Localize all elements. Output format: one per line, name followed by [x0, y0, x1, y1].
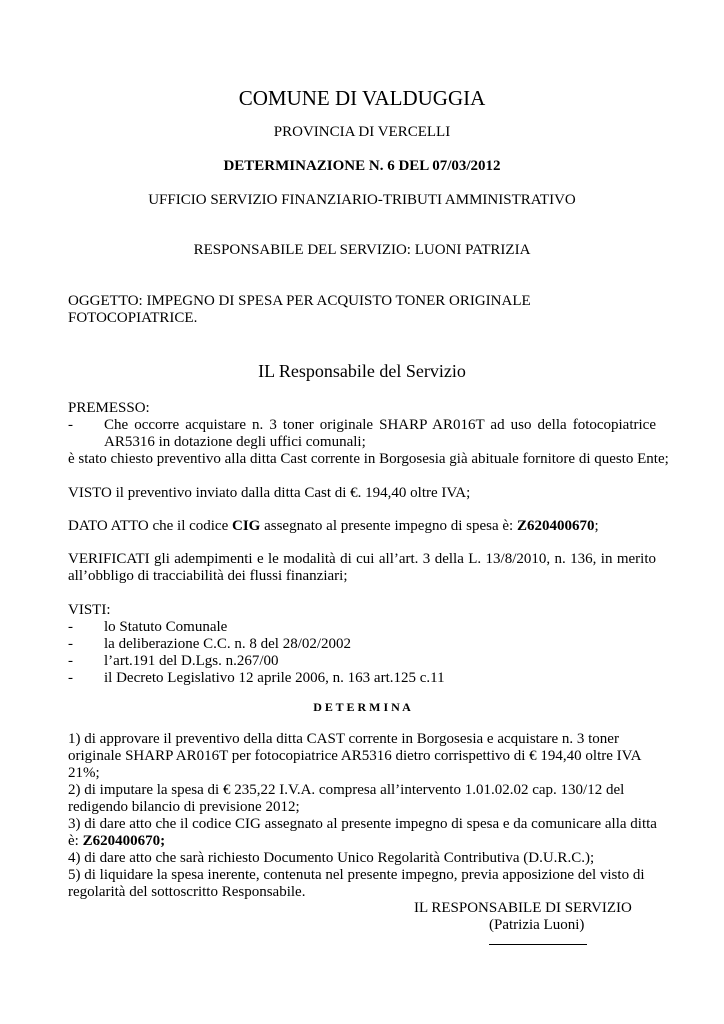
point-1-line-2: originale SHARP AR016T per fotocopiatrice AR5316 dietro corrispettivo di € 194,40 oltre IVA — [68, 748, 642, 764]
dato-atto-pre: DATO ATTO che il codice — [68, 518, 232, 534]
ufficio-line: UFFICIO SERVIZIO FINANZIARIO-TRIBUTI AMMINISTRATIVO — [148, 192, 576, 208]
visti-item: la deliberazione C.C. n. 8 del 28/02/2002 — [104, 636, 352, 652]
signature-title: IL RESPONSABILE DI SERVIZIO — [414, 900, 632, 916]
premesso-dash: - — [68, 417, 73, 433]
point-2-line-1: 2) di imputare la spesa di € 235,22 I.V.A. compresa all’intervento 1.01.02.02 cap. 130/12 del — [68, 782, 625, 798]
signature-line — [489, 944, 587, 945]
point-1-line-3: 21%; — [68, 765, 100, 781]
point-5-line-2: regolarità del sottoscritto Responsabile. — [68, 884, 306, 900]
verificati-line-2: all’obbligo di tracciabilità dei flussi finanziari; — [68, 568, 348, 584]
comune-title: COMUNE DI VALDUGGIA — [238, 86, 486, 110]
visti-label: VISTI: — [68, 602, 111, 618]
section-title: IL Responsabile del Servizio — [258, 361, 466, 381]
visti-item: l’art.191 del D.Lgs. n.267/00 — [104, 653, 279, 669]
visti-dash: - — [68, 619, 73, 635]
premesso-item-line-1: Che occorre acquistare n. 3 toner originale SHARP AR016T ad uso della fotocopiatrice — [104, 417, 656, 433]
provincia-line: PROVINCIA DI VERCELLI — [273, 124, 451, 140]
point-3-pre: è: — [68, 833, 83, 849]
oggetto-line-1: OGGETTO: IMPEGNO DI SPESA PER ACQUISTO TONER ORIGINALE — [68, 293, 531, 309]
visti-item: il Decreto Legislativo 12 aprile 2006, n. 163 art.125 c.11 — [104, 670, 445, 686]
premesso-after: è stato chiesto preventivo alla ditta Cast corrente in Borgosesia già abituale fornitore di questo Ente; — [68, 451, 669, 467]
point-3-line-2 — [68, 833, 165, 850]
responsabile-line: RESPONSABILE DEL SERVIZIO: LUONI PATRIZIA — [193, 242, 531, 258]
point-2-line-2: redigendo bilancio di previsione 2012; — [68, 799, 300, 815]
cig-code: Z620400670 — [516, 518, 595, 534]
signature-name: (Patrizia Luoni) — [489, 917, 585, 933]
visto-line: VISTO il preventivo inviato dalla ditta Cast di €. 194,40 oltre IVA; — [68, 485, 471, 501]
point-4: 4) di dare atto che sarà richiesto Documento Unico Regolarità Contributiva (D.U.R.C.); — [68, 850, 595, 866]
determina-heading: D E T E R M I N A — [313, 700, 411, 714]
dato-atto-line — [68, 518, 599, 535]
dato-atto-end: ; — [594, 518, 599, 534]
visti-item: lo Statuto Comunale — [104, 619, 228, 635]
cig-label: CIG — [232, 518, 261, 534]
visti-dash: - — [68, 636, 73, 652]
point-3-cig-code: Z620400670; — [82, 833, 166, 849]
point-3-line-1: 3) di dare atto che il codice CIG assegnato al presente impegno di spesa e da comunicare alla ditta — [68, 816, 657, 832]
premesso-item-line-2: AR5316 in dotazione degli uffici comunali; — [104, 434, 366, 450]
point-1-line-1: 1) di approvare il preventivo della ditta CAST corrente in Borgosesia e acquistare n. 3 toner — [68, 731, 619, 747]
visti-dash: - — [68, 653, 73, 669]
oggetto-line-2: FOTOCOPIATRICE. — [68, 310, 198, 326]
visti-dash: - — [68, 670, 73, 686]
dato-atto-mid: assegnato al presente impegno di spesa è: — [260, 518, 517, 534]
determinazione-line: DETERMINAZIONE N. 6 DEL 07/03/2012 — [223, 158, 501, 174]
verificati-line-1: VERIFICATI gli adempimenti e le modalità di cui all’art. 3 della L. 13/8/2010, n. 136, in merito — [68, 551, 656, 567]
premesso-label: PREMESSO: — [68, 400, 150, 416]
point-5-line-1: 5) di liquidare la spesa inerente, contenuta nel presente impegno, previa apposizione del visto di — [68, 867, 645, 883]
